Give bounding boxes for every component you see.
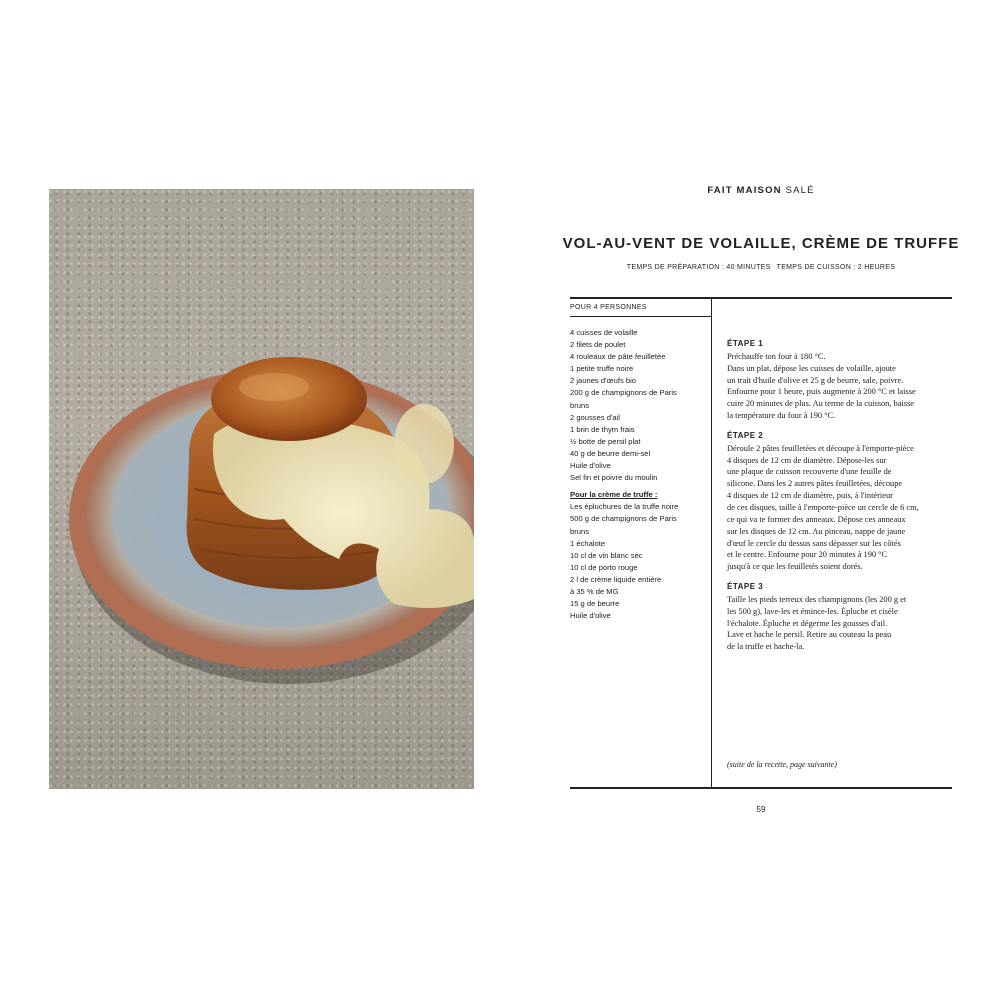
step-line: d'œuf le cercle du dessus sans dépasser sur les côtés (727, 538, 901, 548)
sauce-ingredient-item: Huile d'olive (570, 611, 611, 621)
sauce-ingredient-item: 10 cl de porto rouge (570, 562, 638, 572)
cook-time: TEMPS DE CUISSON : 2 HEURES (776, 264, 896, 271)
step-line: de la truffe et hache-la. (727, 642, 805, 652)
sauce-ingredient-item: à 35 % de MG (570, 586, 619, 596)
step-line: Déroule 2 pâtes feuilletées et découpe à l'emporte-pièce (727, 443, 914, 453)
section-label (570, 185, 952, 196)
step-line: Enfourne pour 1 heure, puis augmente à 200 °C et laisse (727, 387, 916, 397)
prep-time: TEMPS DE PRÉPARATION : 40 MINUTES (626, 264, 771, 271)
step-2 (727, 430, 955, 573)
sauce-ingredient-item: 15 g de beurre (570, 599, 620, 609)
sauce-ingredient-item: 1 échalote (570, 538, 606, 548)
step-line: ce qui va te former des anneaux. Dépose ces anneaux (727, 514, 906, 524)
step-body (727, 443, 955, 573)
servings-rule (570, 316, 711, 317)
step-line: cuire 20 minutes de plus. Au terme de la cuisson, baisse (727, 399, 915, 409)
recipe-title: VOL-AU-VENT DE VOLAILLE, CRÈME DE TRUFFE (562, 235, 960, 252)
page-number: 59 (756, 805, 766, 814)
step-line: les 500 g), lave-les et émince-les. Épluche et cisèle (727, 606, 898, 616)
ingredient-item: 200 g de champignons de Paris (570, 388, 677, 398)
step-body (727, 594, 955, 653)
top-rule (570, 297, 952, 299)
section-label-light: SALÉ (785, 185, 815, 196)
recipe-photo (49, 189, 474, 789)
vol-au-vent-illustration (49, 189, 474, 789)
step-line: silicone. Dans les 2 autres pâtes feuilletées, découpe (727, 479, 903, 489)
step-body (727, 351, 955, 422)
step-line: l'échalote. Épluche et dégerme les gousses d'ail. (727, 618, 888, 628)
ingredient-item: Huile d'olive (570, 461, 611, 471)
step-line: Taille les pieds terreux des champignons (les 200 g et (727, 594, 907, 604)
ingredient-item: 4 cuisses de volaille (570, 328, 638, 337)
step-line: un trait d'huile d'olive et 25 g de beurre, sale, poivre. (727, 375, 904, 385)
step-line: Préchauffe ton four à 180 °C. (727, 351, 826, 361)
column-divider (711, 299, 712, 787)
step-line: jusqu'à ce que les feuilletés soient dorés. (727, 562, 863, 572)
ingredient-item: 1 brin de thym frais (570, 424, 635, 434)
step-title: ÉTAPE 1 (727, 339, 764, 348)
ingredient-list (570, 327, 705, 622)
bottom-rule (570, 787, 952, 789)
step-line: 4 disques de 12 cm de diamètre. Dépose-les sur (727, 455, 887, 465)
step-line: Dans un plat, dépose les cuisses de volaille, ajoute (727, 363, 896, 373)
step-title: ÉTAPE 2 (727, 430, 764, 440)
servings: POUR 4 PERSONNES (570, 304, 647, 311)
sauce-ingredient-item: 500 g de champignons de Paris (570, 514, 677, 524)
sauce-ingredient-item: 10 cl de vin blanc sec (570, 550, 643, 560)
step-line: une plaque de cuisson recouverte d'une feuille de (727, 467, 892, 477)
sauce-heading: Pour la crème de truffe : (570, 490, 658, 500)
continued-note: (suite de la recette, page suivante) (727, 760, 837, 769)
ingredient-item: 40 g de beurre demi-sel (570, 448, 651, 458)
ingredient-item: ½ botte de persil plat (570, 436, 641, 446)
step-line: 4 disques de 12 cm de diamètre, puis, à l'intérieur (727, 491, 893, 501)
step-title: ÉTAPE 3 (727, 582, 764, 592)
recipe-times (570, 264, 952, 271)
step-1 (727, 338, 955, 422)
ingredient-item: bruns (570, 400, 589, 410)
ingredient-item: 2 filets de poulet (570, 340, 626, 350)
recipe-steps (727, 338, 955, 661)
section-label-bold: FAIT MAISON (707, 185, 782, 196)
step-line: Lave et hache le persil. Retire au couteau la peau (727, 630, 892, 640)
ingredient-item: 2 gousses d'ail (570, 412, 620, 422)
step-line: de ces disques, taille à l'emporte-pièce un cercle de 6 cm, (727, 502, 919, 512)
step-3 (727, 581, 955, 653)
step-line: sur les disques de 12 cm. Au pinceau, nappe de jaune (727, 526, 906, 536)
step-line: la température du four à 190 °C. (727, 411, 836, 421)
ingredient-item: Sel fin et poivre du moulin (570, 473, 658, 483)
sauce-ingredient-item: 2 l de crème liquide entière (570, 574, 662, 584)
sauce-ingredient-item: bruns (570, 526, 589, 536)
ingredient-item: 1 petite truffe noire (570, 364, 634, 374)
sauce-ingredient-item: Les épluchures de la truffe noire (570, 502, 679, 512)
ingredient-item: 4 rouleaux de pâte feuilletée (570, 352, 666, 362)
ingredient-item: 2 jaunes d'œufs bio (570, 376, 637, 386)
step-line: et le centre. Enfourne pour 20 minutes à 190 °C (727, 550, 888, 560)
